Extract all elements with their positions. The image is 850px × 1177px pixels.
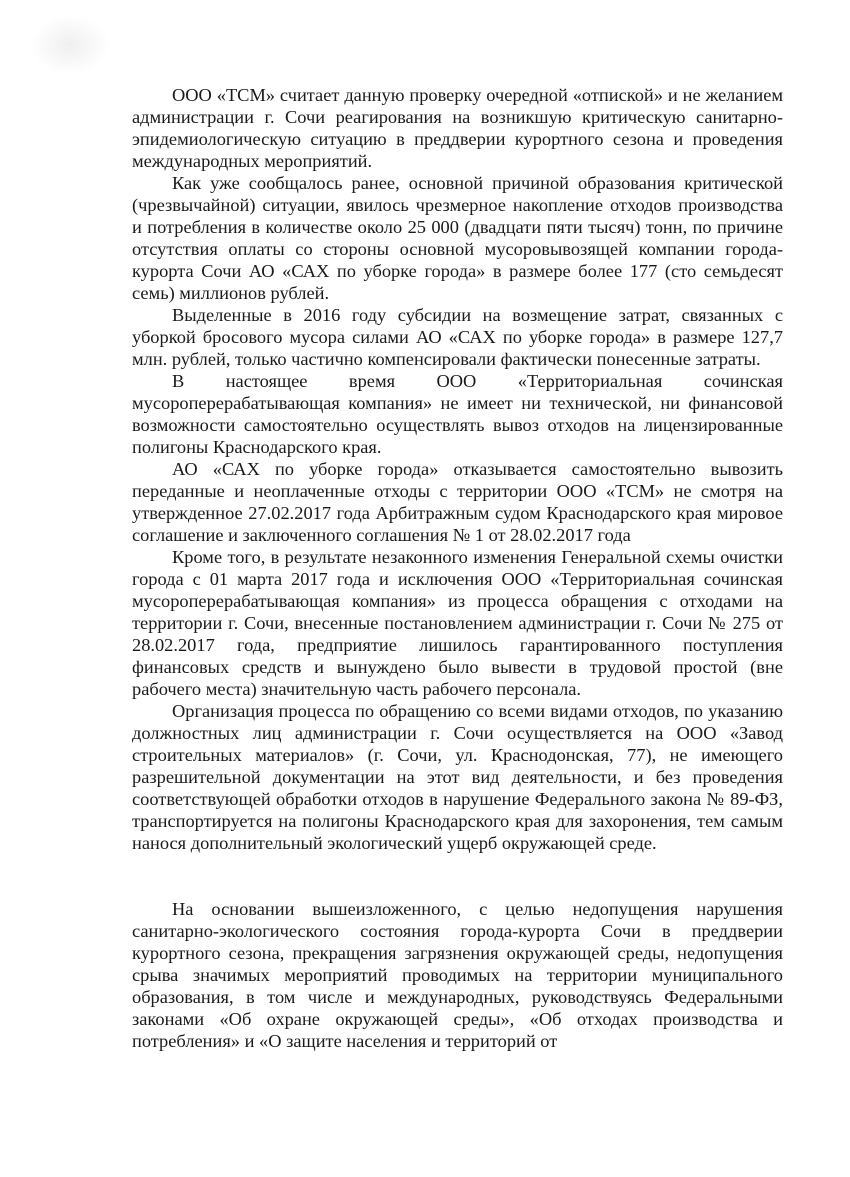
paragraph-tsm-inspection-opinion: ООО «ТСМ» считает данную проверку очередной «отпиской» и не желанием администрации г. Сочи реагирования на возникшую критическую санитарно- эпидемиологическую ситуацию в преддверии курортного сезона и проведения международных мероприятий.	[132, 85, 783, 171]
paragraph-scheme-change: Кроме того, в результате незаконного изменения Генеральной схемы очистки города с 01 марта 2017 года и исключения ООО «Территориальная сочинская мусороперерабатывающая компания» из процесса обращения с отходами на территории г. Сочи, внесенные постановлением администрации г. Сочи № 275 от 28.02.2017 года, предприятие лишилось гарантированного поступления финансовых средств и вынуждено было вывести в трудовой простой (вне рабочего места) значительную часть рабочего персонала.	[132, 547, 783, 699]
paragraph-cause-of-emergency: Как уже сообщалось ранее, основной причиной образования критической (чрезвычайной) ситуации, явилось чрезмерное накопление отходов производства и потребления в количестве около 25 000 (двадцати пяти тысяч) тонн, по причине отсутствия оплаты со стороны основной мусоровывозящей компании города-курорта Сочи АО «САХ по уборке города» в размере более 177 (сто семьдесят семь) миллионов рублей.	[132, 173, 783, 303]
paragraph-subsidies-2016: Выделенные в 2016 году субсидии на возмещение затрат, связанных с уборкой бросового мусора силами АО «САХ по уборке города» в размере 127,7 млн. рублей, только частично компенсировали фактически понесенные затраты.	[132, 305, 783, 369]
paragraph-no-capacity: В настоящее время ООО «Территориальная сочинская мусороперерабатывающая компания» не имеет ни технической, ни финансовой возможности самостоятельно осуществлять вывоз отходов на лицензированные полигоны Краснодарского края.	[132, 371, 783, 457]
scan-artifact	[30, 15, 110, 75]
paragraph-sah-refusal: АО «САХ по уборке города» отказывается самостоятельно вывозить переданные и неоплаченные отходы с территории ООО «ТСМ» не смотря на утвержденное 27.02.2017 года Арбитражным судом Краснодарского края мировое соглашение и заключенного соглашения № 1 от 28.02.2017 года	[132, 459, 783, 545]
paragraph-conclusion: На основании вышеизложенного, с целью недопущения нарушения санитарно-экологического состояния города-курорта Сочи в преддверии курортного сезона, прекращения загрязнения окружающей среды, недопущения срыва значимых мероприятий проводимых на территории муниципального образования, в том числе и международных, руководствуясь Федеральными законами «Об охране окружающей среды», «Об отходах производства и потребления» и «О защите населения и территорий от	[132, 899, 783, 1051]
document-body	[132, 84, 783, 1052]
paragraph-waste-processing-organization: Организация процесса по обращению со всеми видами отходов, по указанию должностных лиц администрации г. Сочи осуществляется на ООО «Завод строительных материалов» (г. Сочи, ул. Краснодонская, 77), не имеющего разрешительной документации на этот вид деятельности, и без проведения соответствующей обработки отходов в нарушение Федерального закона № 89-ФЗ, транспортируется на полигоны Краснодарского края для захоронения, тем самым нанося дополнительный экологический ущерб окружающей среде.	[132, 701, 783, 853]
